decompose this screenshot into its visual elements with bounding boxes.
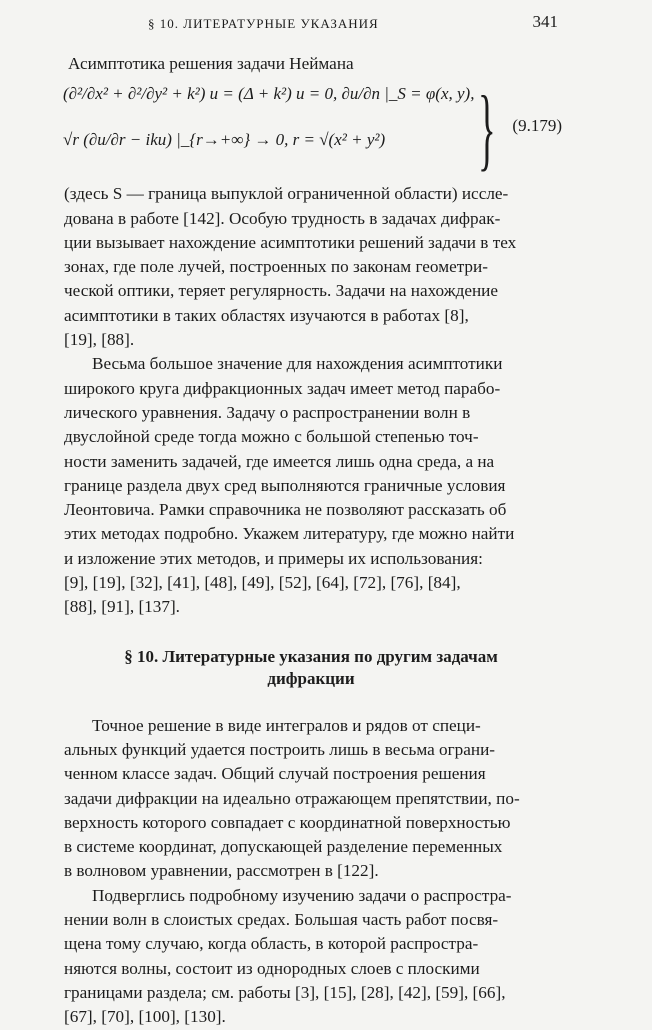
section-title-line-1: § 10. Литературные указания по другим задачам <box>124 646 498 666</box>
text-line: Подверглись подробному изучению задачи о распростра- <box>92 885 512 905</box>
text-line: верхность которого совпадает с координатной поверхностью <box>64 812 511 832</box>
paragraph-s2 <box>64 884 558 1030</box>
text-line: [9], [19], [32], [41], [48], [49], [52], [64], [72], [76], [84], <box>64 573 461 593</box>
text-line: двуслойной среде тогда можно с большой степенью точ- <box>64 427 479 447</box>
text-line: щена тому случаю, когда область, в которой распростра- <box>64 934 479 954</box>
text-line: нении волн в слоистых средах. Большая часть работ посвя- <box>64 910 499 930</box>
section-title-line-2: дифракции <box>267 668 355 688</box>
text-line: этих методах подробно. Укажем литературу, где можно найти <box>64 524 515 544</box>
text-line: лического уравнения. Задачу о распространении волн в <box>64 402 471 422</box>
text-line: асимптотики в таких областях изучаются в работах [8], <box>64 305 469 325</box>
section-heading <box>64 646 558 690</box>
text-line: [88], [91], [137]. <box>64 597 180 617</box>
text-line: ченном классе задач. Общий случай построения решения <box>64 764 486 784</box>
text-line: дована в работе [142]. Особую трудность в задачах дифрак- <box>64 208 501 228</box>
text-line: няются волны, состоит из однородных слоев с плоскими <box>64 958 480 978</box>
equation-number: (9.179) <box>512 116 562 136</box>
text-line: задачи дифракции на идеально отражающем препятствии, по- <box>64 788 520 808</box>
text-line: Леонтовича. Рамки справочника не позволяют рассказать об <box>64 500 507 520</box>
text-line: Весьма большое значение для нахождения асимптотики <box>92 354 503 374</box>
text-line: [67], [70], [100], [130]. <box>64 1007 226 1027</box>
paragraph-p2 <box>64 352 558 619</box>
text-line: альных функций удается построить лишь в весьма ограни- <box>64 739 496 759</box>
book-page <box>63 12 562 1030</box>
text-line: [19], [88]. <box>64 330 135 350</box>
paragraph-p1 <box>64 182 558 352</box>
equation-line-2: √r (∂u/∂r − iku) |_{r→+∞} → 0, r = √(x² + y²) <box>63 130 386 150</box>
text-line: (здесь S — граница выпуклой ограниченной области) иссле- <box>64 184 509 204</box>
intro-line: Асимптотика решения задачи Неймана <box>68 54 354 73</box>
text-line: ности заменить задачей, где имеется лишь одна среда, а на <box>64 451 495 471</box>
page-header <box>64 12 558 38</box>
text-line: широкого круга дифракционных задач имеет метод парабо- <box>64 378 501 398</box>
right-brace: } <box>478 77 496 180</box>
page-number: 341 <box>532 12 558 31</box>
text-line: в волновом уравнении, рассмотрен в [122]. <box>64 861 379 881</box>
running-head: § 10. ЛИТЕРАТУРНЫЕ УКАЗАНИЯ <box>148 16 379 31</box>
text-line: ции вызывает нахождение асимптотики решений задачи в тех <box>64 232 517 252</box>
equation-line-1: (∂²/∂x² + ∂²/∂y² + k²) u = (Δ + k²) u = 0, ∂u/∂n |_S = φ(x, y), <box>63 84 475 104</box>
text-line: в системе координат, допускающей разделение переменных <box>64 837 503 857</box>
text-line: и изложение этих методов, и примеры их использования: <box>64 548 483 568</box>
text-line: зонах, где поле лучей, построенных по законам геометри- <box>64 257 488 277</box>
text-line: ческой оптики, теряет регулярность. Задачи на нахождение <box>64 281 498 301</box>
text-line: границами раздела; см. работы [3], [15], [28], [42], [59], [66], <box>64 982 506 1002</box>
paragraph-s1 <box>64 714 558 884</box>
text-line: границе раздела двух сред выполняются граничные условия <box>64 475 506 495</box>
body-text <box>64 52 558 76</box>
equation-9-179 <box>63 77 562 182</box>
text-line: Точное решение в виде интегралов и рядов от специ- <box>92 715 481 735</box>
